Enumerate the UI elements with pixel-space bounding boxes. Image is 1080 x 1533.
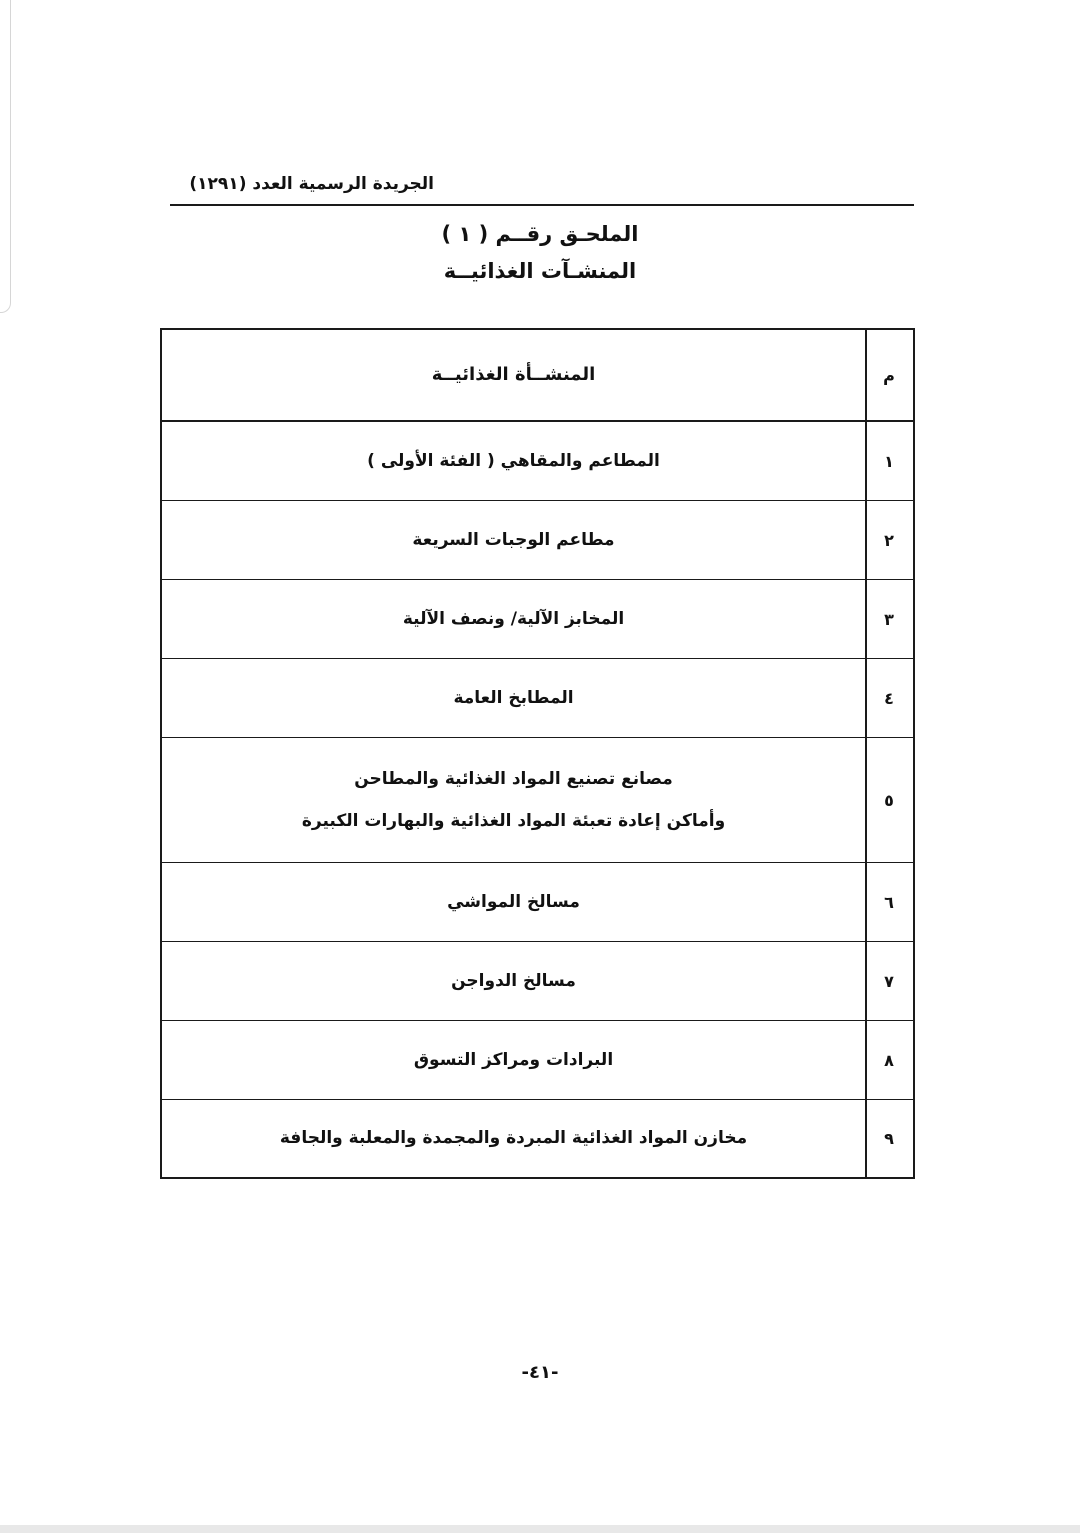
row-name-cell [162, 501, 865, 579]
running-header-text: الجريدة الرسمية العدد (١٢٩١) [189, 174, 434, 194]
table-row [162, 580, 913, 659]
row-name: مخازن المواد الغذائية المبردة والمجمدة والمعلبة والجافة [279, 1128, 748, 1149]
table-row [162, 422, 913, 501]
column-header-number: م [883, 365, 895, 385]
row-name: المطاعم والمقاهي ( الفئة الأولى ) [367, 450, 660, 471]
row-name-cell [162, 422, 865, 500]
annex-subtitle: المنشـآت الغذائيــة [443, 259, 637, 283]
row-name-cell [162, 1100, 865, 1177]
table-row [162, 942, 913, 1021]
row-name: المخابز الآلية/ ونصف الآلية [402, 608, 625, 629]
row-number: ٤ [884, 688, 894, 708]
row-name: مسالخ الدواجن [451, 970, 576, 991]
table-row [162, 501, 913, 580]
row-number: ٥ [884, 790, 894, 810]
table-row [162, 863, 913, 942]
table-row [162, 738, 913, 863]
table-row [162, 1100, 913, 1177]
row-name-cell [162, 738, 865, 862]
table-row [162, 1021, 913, 1100]
row-number: ٧ [884, 971, 894, 991]
table-row [162, 659, 913, 738]
running-header [170, 172, 914, 206]
row-number: ٨ [884, 1050, 894, 1070]
row-name-cell [162, 942, 865, 1020]
food-establishments-table [160, 328, 915, 1179]
row-number: ٦ [884, 892, 894, 912]
row-name: مسالخ المواشي [447, 891, 580, 912]
row-number: ٢ [884, 530, 894, 550]
row-name-cell [162, 580, 865, 658]
row-name: مصانع تصنيع المواد الغذائية والمطاحن [354, 768, 673, 789]
row-name-cell [162, 863, 865, 941]
annex-title: الملحـق رقــم ( ١ ) [441, 222, 639, 246]
column-header-name: المنشــأة الغذائيــة [431, 363, 596, 385]
row-name: البرادات ومراكز التسوق [413, 1049, 614, 1070]
row-name: مطاعم الوجبات السريعة [412, 529, 615, 550]
table-header-row [162, 330, 913, 422]
row-number: ٣ [884, 609, 894, 629]
viewer-bottom-strip [0, 1525, 1080, 1533]
row-name: المطابخ العامة [453, 687, 574, 708]
row-name-continued: وأماكن إعادة تعبئة المواد الغذائية والبهارات الكبيرة [301, 811, 726, 831]
row-number: ١ [884, 451, 894, 471]
row-name-cell [162, 1021, 865, 1099]
row-number: ٩ [884, 1129, 894, 1148]
row-name-cell [162, 659, 865, 737]
page-number: -٤١- [521, 1362, 559, 1383]
